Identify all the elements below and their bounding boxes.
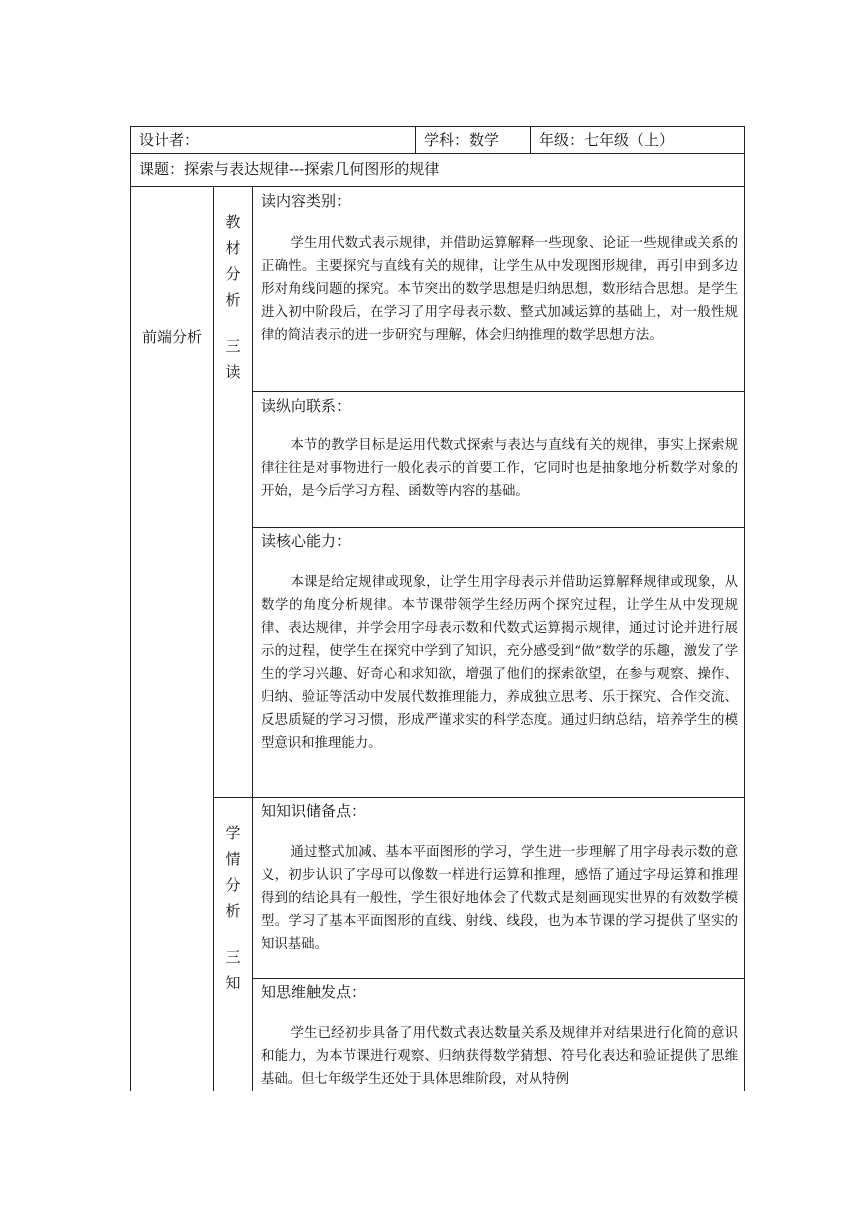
student-analysis-label: 学 情 分 析 三 知: [225, 824, 241, 992]
textbook-analysis-cell: [213, 186, 253, 798]
subject-cell: [415, 126, 531, 154]
section-body: 本课是给定规律或现象，让学生用字母表示并借助运算解释规律或现象，从数学的角度分析规律。本节课带领学生经历两个探究过程，让学生从中发现规律、表达规律，并学会用字母表示数和代数式运算揭示规律，通过讨论并进行展示的过程，使学生在探究中学到了知识，充分感受到“做”数学的乐趣，激发了学生的学习兴趣、好奇心和求知欲，增强了他们的探索欲望，在参与观察、操作、归纳、验证等活动中发展代数推理能力，养成独立思考、乐于探究、合作交流、反思质疑的学习习惯，形成严谨求实的科学态度。通过归纳总结，培养学生的模型意识和推理能力。: [261, 575, 738, 751]
section-title: 知思维触发点：: [261, 983, 367, 1001]
section-title: 读纵向联系：: [261, 397, 352, 415]
front-analysis-label: 前端分析: [141, 328, 202, 346]
section-knowledge-reserve: [252, 797, 745, 979]
subject-label: 学科：数学: [424, 131, 500, 149]
textbook-analysis-label: 教 材 分 析 三 读: [225, 213, 241, 381]
section-thinking-trigger: [252, 978, 745, 1091]
section-body: 通过整式加减、基本平面图形的学习，学生进一步理解了用字母表示数的意义，初步认识了字母可以像数一样进行运算和推理，感悟了通过字母运算和推理得到的结论具有一般性，学生很好地体会了代数式是刻画现实世界的有效数学模型。学习了基本平面图形的直线、射线、线段，也为本节课的学习提供了坚实的知识基础。: [261, 845, 738, 952]
designer-label: 设计者：: [139, 131, 200, 149]
section-title: 读内容类别：: [261, 192, 352, 210]
section-title: 知知识储备点：: [261, 802, 367, 820]
topic-text: 课题：探索与表达规律---探索几何图形的规律: [139, 160, 440, 178]
topic-cell: [130, 153, 745, 187]
designer-cell: [130, 126, 416, 154]
section-body: 学生已经初步具备了用代数式表达数量关系及规律并对结果进行化简的意识和能力，为本节课进行观察、归纳获得数学猜想、符号化表达和验证提供了思维基础。但七年级学生还处于具体思维阶段，对从特例: [261, 1026, 738, 1087]
section-body: 学生用代数式表示规律，并借助运算解释一些现象、论证一些规律或关系的正确性。主要探究与直线有关的规律，让学生从中发现图形规律，再引申到多边形对角线问题的探究。本节突出的数学思想是归纳思想，数形结合思想。是学生进入初中阶段后，在学习了用字母表示数、整式加减运算的基础上，对一般性规律的简洁表示的进一步研究与理解，体会归纳推理的数学思想方法。: [261, 236, 738, 343]
grade-label: 年级：七年级（上）: [539, 131, 675, 149]
front-analysis-cell: [130, 186, 214, 1091]
student-analysis-cell: [213, 797, 253, 1091]
section-content-category: [252, 186, 745, 392]
section-title: 读核心能力：: [261, 532, 352, 550]
section-vertical-connection: [252, 391, 745, 528]
section-core-ability: [252, 527, 745, 798]
grade-cell: [530, 126, 745, 154]
section-body: 本节的教学目标是运用代数式探索与表达与直线有关的规律，事实上探索规律往往是对事物进行一般化表示的首要工作，它同时也是抽象地分析数学对象的开始，是今后学习方程、函数等内容的基础。: [261, 438, 738, 499]
